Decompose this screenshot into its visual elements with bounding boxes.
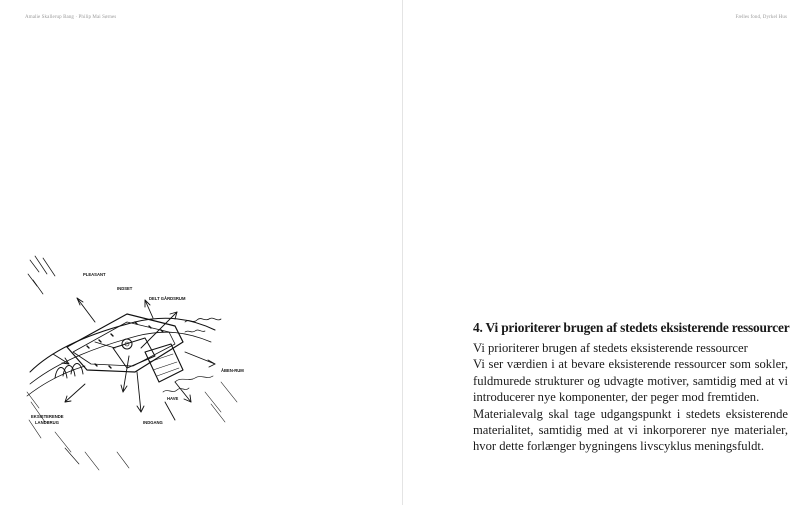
section-heading: 4. Vi prioriterer brugen af stedets eksisterende ressourcer xyxy=(473,320,790,335)
header-authors: Amalie Skallerup Bang · Philip Mai Sørnes xyxy=(25,15,117,20)
sketch-label-left: EKSISTERENDE xyxy=(31,414,64,419)
paragraph-2: Materialevalg skal tage udgangspunkt i stedets eksisterende materialitet, samtidig med at vi inkorporerer nye materialer, hvor dette forlænger bygningens livscyklus meningsfuldt. xyxy=(473,406,788,454)
paragraph-1: Vi ser værdien i at bevare eksisterende ressourcer som sokler, fuldmurede strukturer og udvagte motiver, samtidig med at vi introducerer nye komponenter, der peger mod fremtiden. xyxy=(473,357,788,405)
section-subheading: Vi prioriterer brugen af stedets eksisterende ressourcer xyxy=(473,341,748,355)
sketch-label-bottom-mid: HAVE xyxy=(167,396,179,401)
sketch-label-left-2: LANDBRUG xyxy=(35,420,59,425)
site-sketch-drawing xyxy=(25,252,257,484)
sketch-label-court: DELT GÅRDSRUM xyxy=(149,296,186,301)
header-project: Fælles fond, Dyrkel Hus xyxy=(735,15,787,20)
sketch-label-top: PLEASANT xyxy=(83,272,106,277)
section-text xyxy=(473,320,788,455)
section-body xyxy=(473,340,788,455)
sketch-label-lane: INDSET xyxy=(117,286,133,291)
sketch-label-right: ÅBEN-RUM xyxy=(221,368,244,373)
right-page xyxy=(403,0,804,505)
sketch-label-bottom: INDGANG xyxy=(143,420,163,425)
